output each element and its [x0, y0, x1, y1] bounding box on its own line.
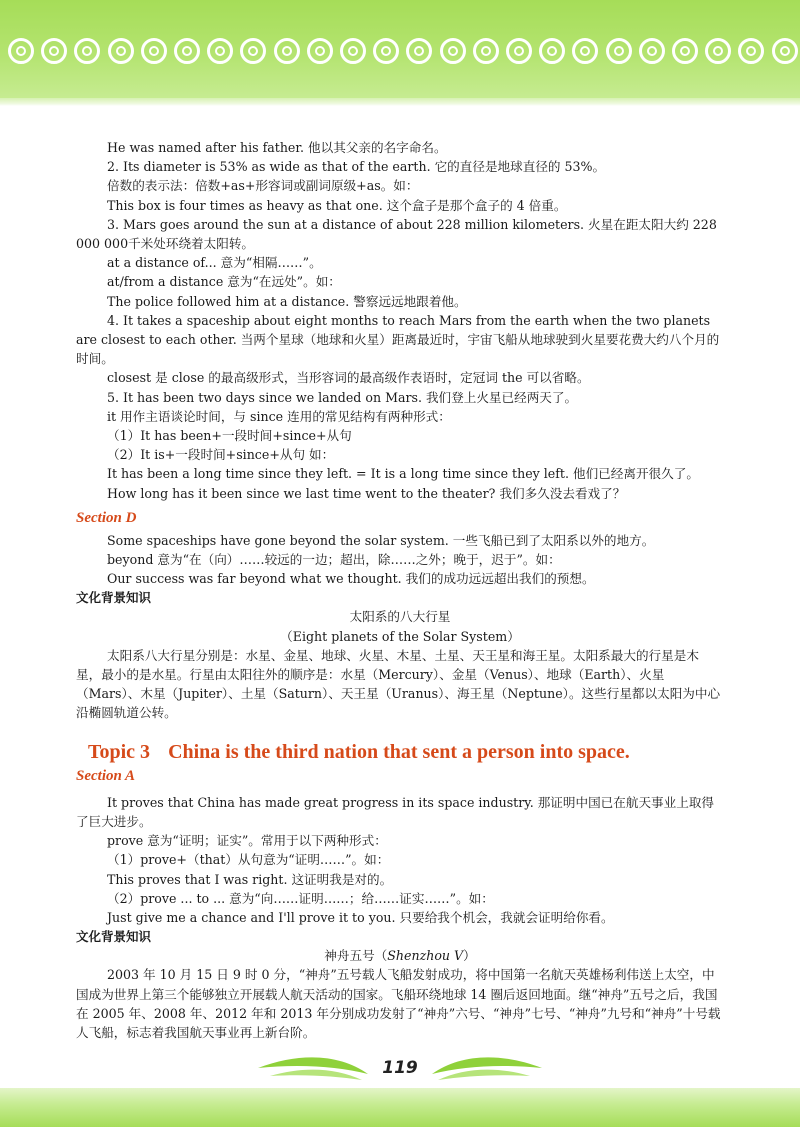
ring-ornament-icon — [539, 38, 565, 64]
ring-ornament-icon — [8, 38, 34, 64]
ring-ornament-icon — [307, 38, 333, 64]
note-line: This box is four times as heavy as that one. 这个盒子是那个盒子的 4 倍重。 — [107, 197, 567, 213]
note-line: 倍数的表示法：倍数+as+形容词或副词原级+as。如： — [107, 178, 419, 194]
note-line: at a distance of... 意为“相隔……”。 — [107, 255, 322, 271]
culture-body: 2003 年 10 月 15 日 9 时 0 分，“神舟”五号载人飞船发射成功，将中国第一名航天英雄杨利伟送上太空，中国成为世界上第三个能够独立开展载人航天活动的国家。飞船环绕地球 14 圈后返回地面。继“神舟”五号之后，我国在 2005 年、2008 年、2012 年和 2013 年分别成功发射了“神舟”六号、“神舟”七号、“神舟”九号和“神舟”十号载人飞船，标志着我国航天事业再上新台阶。 — [76, 967, 721, 1040]
ring-ornament-icon — [41, 38, 67, 64]
note-line: （1）It has been+一段时间+since+从句 — [107, 428, 352, 444]
ring-ornament-icon — [506, 38, 532, 64]
note-line: at/from a distance 意为“在远处”。如： — [107, 274, 341, 290]
ring-ornament-icon — [738, 38, 764, 64]
note-line: The police followed him at a distance. 警察远远地跟着他。 — [107, 293, 467, 309]
ring-ornament-icon — [772, 38, 798, 64]
ring-ornament-icon — [639, 38, 665, 64]
ring-ornament-icon — [672, 38, 698, 64]
ring-ornament-icon — [473, 38, 499, 64]
ring-ornament-icon — [240, 38, 266, 64]
section-a-line: Just give me a chance and I'll prove it to you. 只要给我个机会，我就会证明给你看。 — [107, 909, 614, 925]
note-line: It has been a long time since they left. = It is a long time since they left. 他们已经离开很久了。 — [107, 466, 699, 482]
ring-ornament-icon — [141, 38, 167, 64]
note-line: it 用作主语谈论时间，与 since 连用的常见结构有两种形式： — [107, 408, 451, 424]
section-a-heading: Section A — [76, 767, 136, 784]
culture-title-end: ） — [463, 948, 476, 964]
culture-title: 太阳系的八大行星 — [349, 609, 451, 625]
ring-ornament-icon — [572, 38, 598, 64]
note-line: （2）It is+一段时间+since+从句 如： — [107, 447, 335, 463]
section-a-line: prove 意为“证明；证实”。常用于以下两种形式： — [107, 833, 387, 849]
page-number: 119 — [382, 1058, 418, 1078]
section-d-line: beyond 意为“在（向）……较远的一边；超出，除……之外；晚于，迟于”。如： — [107, 552, 561, 568]
note-line: 3. Mars goes around the sun at a distance of about 228 million kilometers. 火星在距太阳大约 228 000 000千米处环绕着太阳转。 — [76, 216, 717, 252]
note-line: How long has it been since we last time went to the theater? 我们多久没去看戏了？ — [107, 485, 626, 501]
culture-label: 文化背景知识 — [76, 929, 152, 945]
section-a-line: （1）prove+（that）从句意为“证明……”。如： — [107, 852, 390, 868]
culture-subtitle: （Eight planets of the Solar System） — [280, 628, 520, 644]
section-d-heading: Section D — [76, 509, 137, 526]
ring-ornament-icon — [74, 38, 100, 64]
ring-ornament-icon — [606, 38, 632, 64]
notes-block — [76, 138, 724, 503]
ring-ornament-icon — [274, 38, 300, 64]
ring-ornament-icon — [440, 38, 466, 64]
ring-ornament-icon — [705, 38, 731, 64]
leaf-ornament-left-icon — [250, 1044, 370, 1084]
section-a-line: （2）prove ... to ... 意为“向……证明……；给……证实……”。如： — [107, 890, 494, 906]
culture-label: 文化背景知识 — [76, 590, 152, 606]
ring-ornament-icon — [373, 38, 399, 64]
footer-band — [0, 1088, 800, 1127]
note-line: closest 是 close 的最高级形式，当形容词的最高级作表语时，定冠词 the 可以省略。 — [107, 370, 590, 386]
ring-ornament-icon — [108, 38, 134, 64]
culture-title-cn: 神舟五号（ — [324, 948, 388, 964]
section-a-line: It proves that China has made great progress in its space industry. 那证明中国已在航天事业上取得了巨大进步。 — [76, 794, 715, 829]
section-d-line: Our success was far beyond what we thought. 我们的成功远远超出我们的预想。 — [107, 571, 595, 587]
leaf-ornament-right-icon — [430, 1044, 550, 1084]
note-line: He was named after his father. 他以其父亲的名字命名。 — [107, 140, 447, 155]
note-line: 5. It has been two days since we landed on Mars. 我们登上火星已经两天了。 — [107, 389, 578, 405]
topic-title: China is the third nation that sent a person into space. — [168, 740, 630, 763]
note-line: 4. It takes a spaceship about eight months to reach Mars from the earth when the two planets are closest to each other. 当两个星球（地球和火星）距离最近时，宇宙飞船从地球驶到火星要花费大约八个月的时间。 — [76, 312, 720, 367]
culture-body: 太阳系八大行星分别是：水星、金星、地球、火星、木星、土星、天王星和海王星。太阳系最大的行星是木星，最小的是水星。行星由太阳往外的顺序是：水星（Mercury）、金星（Venus）、地球（Earth）、火星（Mars）、木星（Jupiter）、土星（Saturn）、天王星（Uranus）、海王星（Neptune）。这些行星都以太阳为中心沿椭圆轨道公转。 — [76, 647, 721, 721]
page-footer — [0, 1040, 800, 1127]
topic-number: Topic 3 — [88, 740, 151, 763]
page-content — [76, 138, 724, 1042]
topic-heading — [76, 739, 724, 765]
note-line: 2. Its diameter is 53% as wide as that of the earth. 它的直径是地球直径的 53%。 — [107, 159, 606, 175]
decorative-rings — [8, 38, 800, 72]
ring-ornament-icon — [340, 38, 366, 64]
culture-title-italic: Shenzhou Ⅴ — [387, 948, 464, 964]
ring-ornament-icon — [207, 38, 233, 64]
ring-ornament-icon — [174, 38, 200, 64]
section-a-line: This proves that I was right. 这证明我是对的。 — [107, 871, 393, 887]
culture-title — [76, 946, 724, 965]
ring-ornament-icon — [406, 38, 432, 64]
header-divider — [0, 98, 800, 106]
section-d-line: Some spaceships have gone beyond the solar system. 一些飞船已到了太阳系以外的地方。 — [107, 532, 655, 548]
